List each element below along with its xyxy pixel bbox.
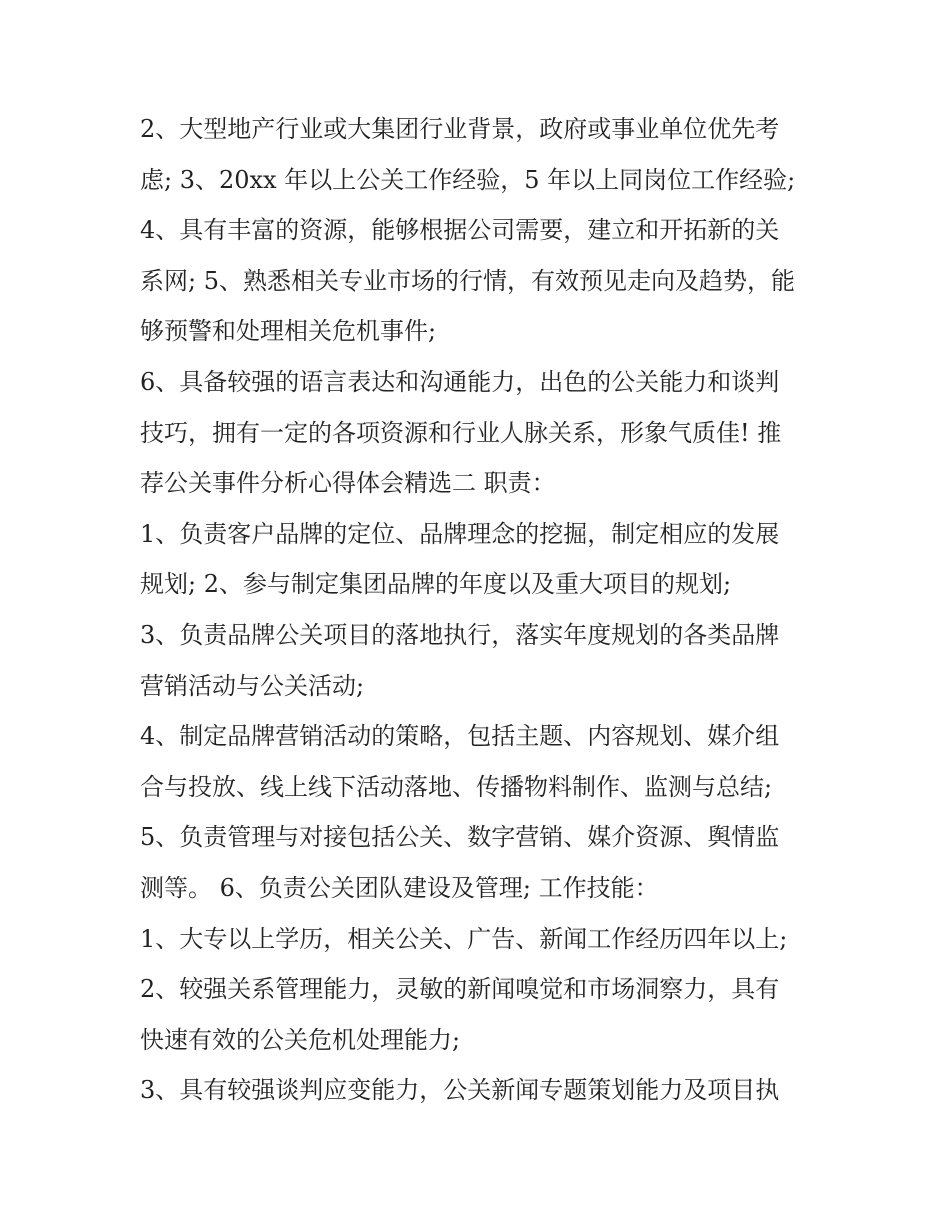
text-line: 技巧，拥有一定的各项资源和行业人脉关系，形象气质佳! 推	[140, 418, 782, 447]
text-line: 1、大专以上学历，相关公关、广告、新闻工作经历四年以上;	[140, 924, 788, 953]
text-line: 规划; 2、参与制定集团品牌的年度以及重大项目的规划;	[140, 570, 732, 599]
text-line: 1、负责客户品牌的定位、品牌理念的挖掘，制定相应的发展	[140, 519, 780, 548]
text-line: 3、具有较强谈判应变能力，公关新闻专题策划能力及项目执	[140, 1076, 780, 1105]
text-line: 营销活动与公关活动;	[140, 671, 365, 700]
document-body	[140, 104, 820, 1116]
text-line: 测等。 6、负责公关团队建设及管理; 工作技能：	[140, 873, 659, 902]
text-line: 系网; 5、熟悉相关专业市场的行情，有效预见走向及趋势，能	[140, 266, 795, 295]
text-line: 4、具有丰富的资源，能够根据公司需要，建立和开拓新的关	[140, 216, 780, 245]
text-line: 2、较强关系管理能力，灵敏的新闻嗅觉和市场洞察力，具有	[140, 975, 780, 1004]
text-line: 4、制定品牌营销活动的策略，包括主题、内容规划、媒介组	[140, 722, 780, 751]
text-line: 2、大型地产行业或大集团行业背景，政府或事业单位优先考	[140, 115, 780, 143]
text-line: 荐公关事件分析心得体会精选二 职责：	[140, 469, 556, 498]
text-line: 虑; 3、20xx 年以上公关工作经验，5 年以上同岗位工作经验;	[140, 165, 796, 194]
text-line: 快速有效的公关危机处理能力;	[140, 1025, 461, 1054]
text-line: 6、具备较强的语言表达和沟通能力，出色的公关能力和谈判	[140, 367, 780, 396]
text-line: 5、负责管理与对接包括公关、数字营销、媒介资源、舆情监	[140, 823, 780, 852]
text-line: 合与投放、线上线下活动落地、传播物料制作、监测与总结;	[140, 772, 773, 801]
text-line: 3、负责品牌公关项目的落地执行，落实年度规划的各类品牌	[140, 620, 780, 649]
text-line: 够预警和处理相关危机事件;	[140, 317, 437, 346]
